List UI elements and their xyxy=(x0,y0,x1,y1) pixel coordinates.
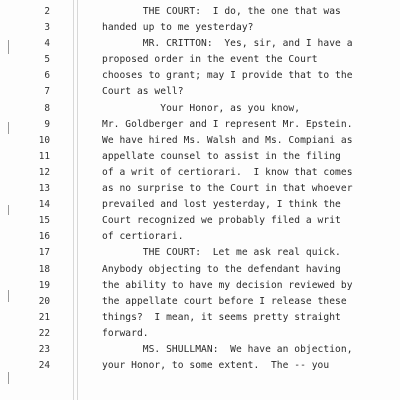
transcript-line xyxy=(0,84,400,100)
line-number: 18 xyxy=(38,263,50,275)
line-text: as no surprise to the Court in that whoever xyxy=(102,183,353,195)
transcript-line xyxy=(0,133,400,149)
line-number: 21 xyxy=(38,311,50,323)
line-number: 17 xyxy=(38,247,50,259)
line-number: 7 xyxy=(44,86,50,98)
line-text: the appellate court before I release these xyxy=(102,295,347,307)
transcript-line xyxy=(0,213,400,229)
transcript-line xyxy=(0,52,400,68)
transcript-line xyxy=(0,342,400,358)
line-number: 4 xyxy=(44,38,50,50)
line-text: prevailed and lost yesterday, I think the xyxy=(102,199,341,211)
line-text: the ability to have my decision reviewed by xyxy=(102,279,353,291)
line-text: THE COURT: I do, the one that was xyxy=(102,6,341,17)
line-number: 22 xyxy=(38,327,50,339)
line-text: THE COURT: Let me ask real quick. xyxy=(102,247,341,259)
line-number: 6 xyxy=(44,70,50,82)
line-number: 3 xyxy=(44,22,50,34)
line-text: Court as well? xyxy=(102,86,184,98)
line-number: 20 xyxy=(38,295,50,307)
line-text: things? I mean, it seems pretty straight xyxy=(102,311,341,323)
transcript-line xyxy=(0,294,400,310)
line-text: forward. xyxy=(102,327,149,339)
line-number: 2 xyxy=(44,6,50,17)
transcript-line xyxy=(0,149,400,165)
line-text: We have hired Ms. Walsh and Ms. Compiani as xyxy=(102,134,353,146)
line-number: 9 xyxy=(44,118,50,130)
transcript-line xyxy=(0,68,400,84)
transcript-line xyxy=(0,229,400,245)
transcript-line xyxy=(0,20,400,36)
line-number: 11 xyxy=(38,150,50,162)
line-text: appellate counsel to assist in the filing xyxy=(102,150,341,162)
line-text: Your Honor, as you know, xyxy=(102,102,301,114)
line-number: 19 xyxy=(38,279,50,291)
line-number: 24 xyxy=(38,360,50,372)
line-number: 14 xyxy=(38,199,50,211)
transcript-line xyxy=(0,181,400,197)
line-number: 13 xyxy=(38,183,50,195)
line-number: 15 xyxy=(38,215,50,227)
line-number: 8 xyxy=(44,102,50,114)
transcript-line xyxy=(0,165,400,181)
line-number: 5 xyxy=(44,54,50,66)
transcript-body xyxy=(0,4,400,374)
line-text: of certiorari. xyxy=(102,231,184,243)
line-number: 16 xyxy=(38,231,50,243)
line-text: chooses to grant; may I provide that to the xyxy=(102,70,353,82)
transcript-line xyxy=(0,262,400,278)
transcript-line xyxy=(0,117,400,133)
line-text: proposed order in the event the Court xyxy=(102,54,318,66)
line-number: 12 xyxy=(38,166,50,178)
transcript-line xyxy=(0,197,400,213)
line-text: Mr. Goldberger and I represent Mr. Epstein. xyxy=(102,118,353,130)
transcript-line xyxy=(0,310,400,326)
line-number: 23 xyxy=(38,343,50,355)
transcript-line xyxy=(0,358,400,374)
line-text: of a writ of certiorari. I know that comes xyxy=(102,166,353,178)
line-text: your Honor, to some extent. The -- you xyxy=(102,360,330,372)
line-text: Court recognized we probably filed a writ xyxy=(102,215,341,227)
line-number: 10 xyxy=(38,134,50,146)
transcript-line xyxy=(0,4,400,20)
transcript-line xyxy=(0,326,400,342)
transcript-line xyxy=(0,101,400,117)
transcript-line xyxy=(0,245,400,261)
line-text: MS. SHULLMAN: We have an objection, xyxy=(102,343,353,355)
transcript-line xyxy=(0,278,400,294)
line-text: handed up to me yesterday? xyxy=(102,22,254,34)
transcript-line xyxy=(0,36,400,52)
line-text: Anybody objecting to the defendant having xyxy=(102,263,341,275)
line-text: MR. CRITTON: Yes, sir, and I have a xyxy=(102,38,353,50)
